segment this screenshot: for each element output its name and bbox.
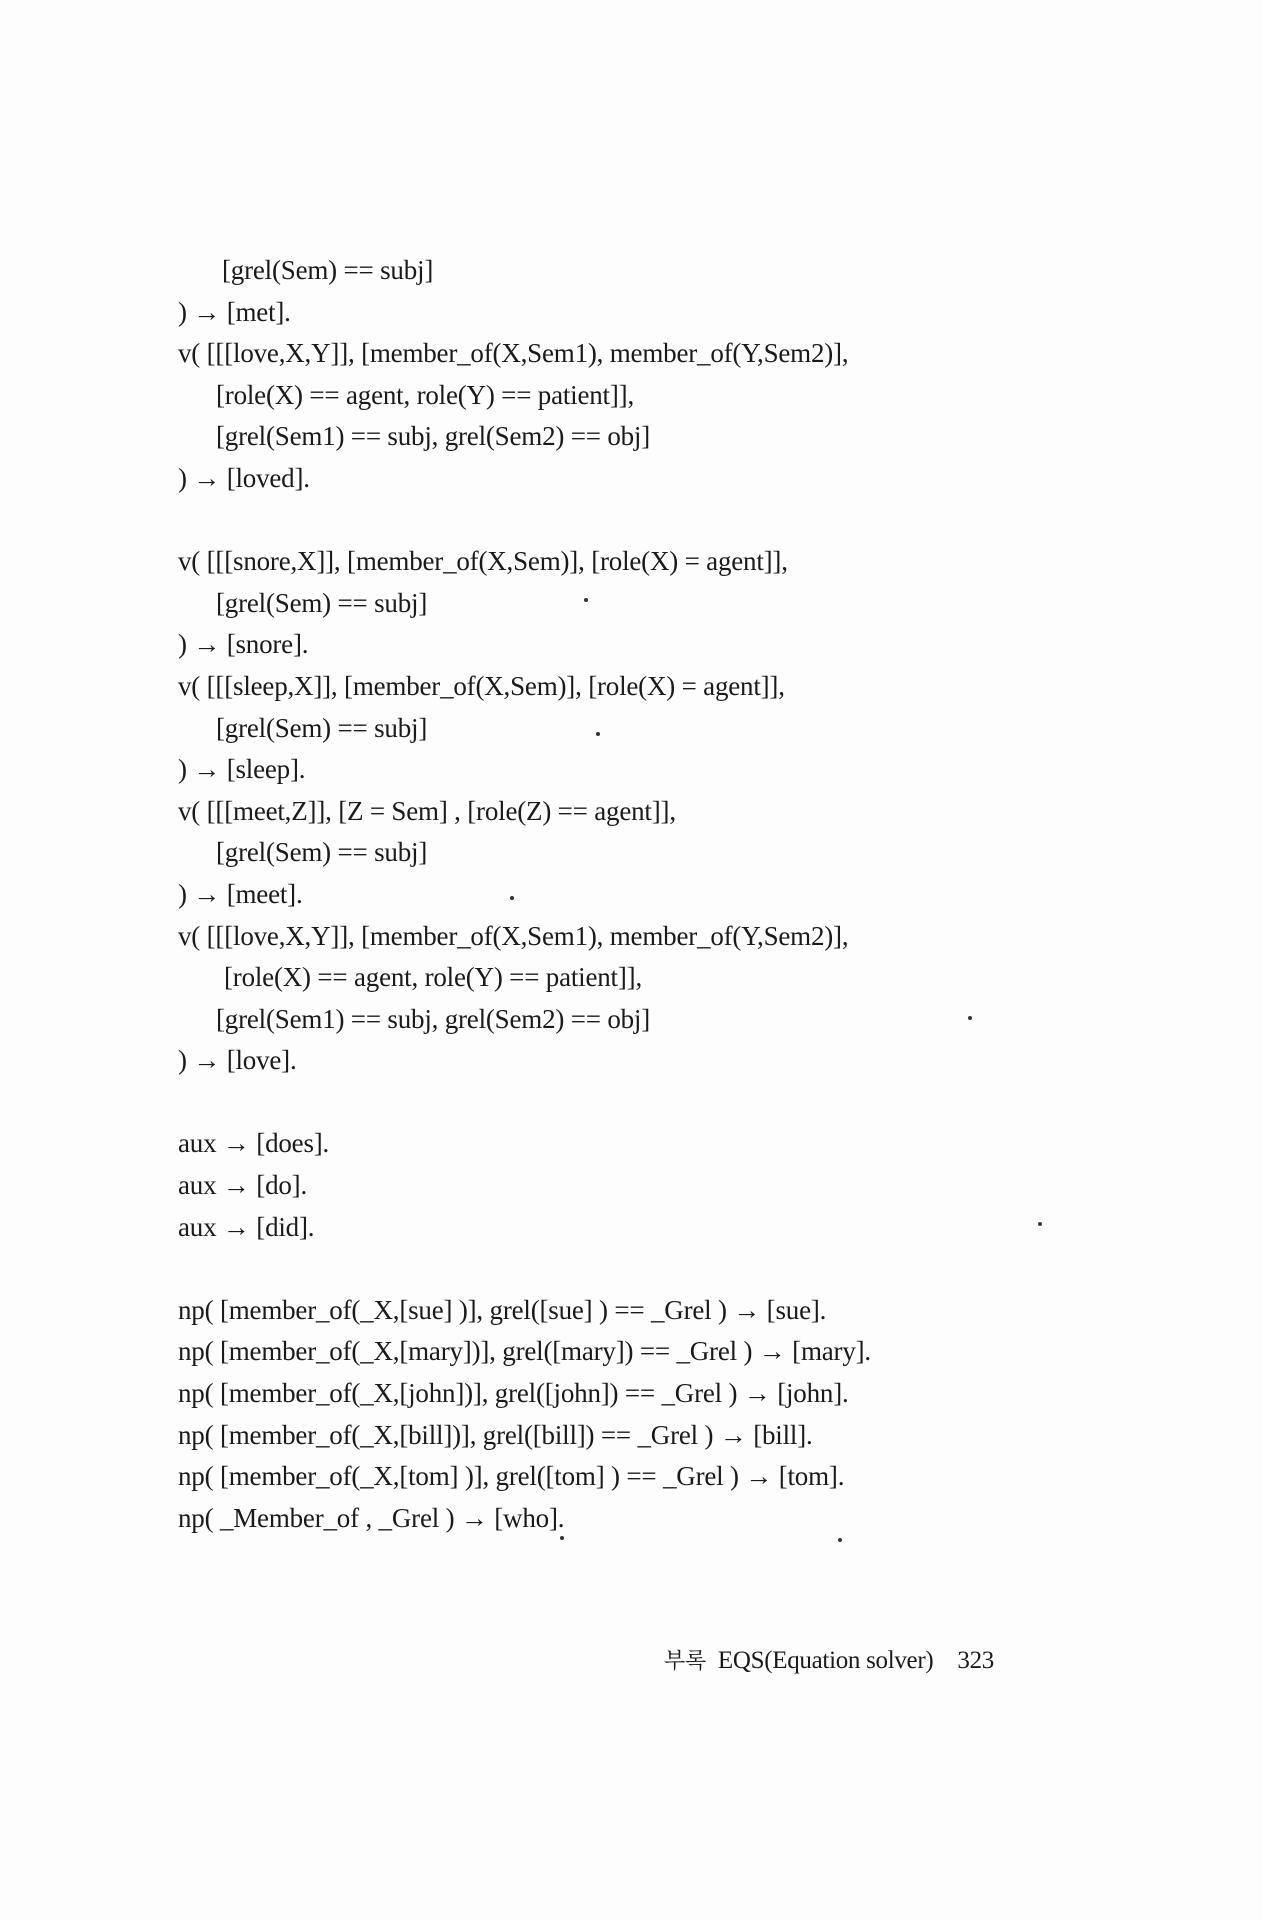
- code-line: v( [[[sleep,X]], [member_of(X,Sem)], [role(X) = agent]],: [178, 670, 785, 701]
- code-line: [role(X) == agent, role(Y) == patient]],: [216, 379, 634, 410]
- code-line: np( [member_of(_X,[bill])], grel([bill]) == _Grel ) → [bill].: [178, 1419, 813, 1450]
- scan-speck: [1038, 1222, 1042, 1226]
- code-line: [grel(Sem) == subj]: [222, 255, 434, 285]
- page-number: 323: [957, 1647, 995, 1674]
- code-line: [role(X) == agent, role(Y) == patient]],: [224, 962, 642, 993]
- blank-line: [178, 500, 1078, 542]
- code-line: ) → [sleep].: [178, 754, 306, 785]
- code-line: np( [member_of(_X,[john])], grel([john]) == _Grel ) → [john].: [178, 1378, 849, 1409]
- code-line: ) → [loved].: [178, 462, 310, 493]
- code-line: v( [[[love,X,Y]], [member_of(X,Sem1), member_of(Y,Sem2)],: [178, 920, 849, 951]
- code-line: np( [member_of(_X,[tom] )], grel([tom] ) == _Grel ) → [tom].: [178, 1461, 845, 1492]
- code-line: aux → [do].: [178, 1170, 308, 1201]
- section-title: EQS(Equation solver): [717, 1647, 934, 1674]
- code-line: np( [member_of(_X,[mary])], grel([mary]) == _Grel ) → [mary].: [178, 1336, 871, 1367]
- code-line: ) → [meet].: [178, 878, 303, 909]
- code-line: [grel(Sem) == subj]: [216, 712, 428, 743]
- scan-speck: [838, 1538, 842, 1542]
- code-line: np( [member_of(_X,[sue] )], grel([sue] ) == _Grel ) → [sue].: [178, 1294, 827, 1325]
- code-line: [grel(Sem1) == subj, grel(Sem2) == obj]: [216, 1003, 651, 1034]
- code-line: [grel(Sem1) == subj, grel(Sem2) == obj]: [216, 421, 651, 452]
- scan-speck: [510, 896, 514, 900]
- blank-line: [178, 1082, 1078, 1124]
- section-label: 부록: [664, 1649, 706, 1674]
- code-line: np( _Member_of , _Grel ) → [who].: [178, 1502, 565, 1533]
- code-line: [grel(Sem) == subj]: [216, 837, 428, 868]
- scan-speck: [968, 1016, 972, 1020]
- grammar-code-listing: [178, 250, 1078, 1539]
- code-line: ) → [snore].: [178, 629, 309, 660]
- scan-speck: [560, 1536, 564, 1540]
- code-line: v( [[[meet,Z]], [Z = Sem] , [role(Z) == agent]],: [178, 795, 676, 826]
- scan-speck: [596, 732, 600, 736]
- code-line: aux → [did].: [178, 1211, 315, 1242]
- code-line: ) → [met].: [178, 296, 291, 327]
- code-line: v( [[[snore,X]], [member_of(X,Sem)], [role(X) = agent]],: [178, 546, 788, 577]
- code-line: v( [[[love,X,Y]], [member_of(X,Sem1), member_of(Y,Sem2)],: [178, 338, 849, 369]
- blank-line: [178, 1248, 1078, 1290]
- code-line: aux → [does].: [178, 1128, 330, 1159]
- page-footer: [664, 1644, 994, 1675]
- code-line: ) → [love].: [178, 1045, 297, 1076]
- scan-speck: [584, 598, 588, 602]
- code-line: [grel(Sem) == subj]: [216, 587, 428, 618]
